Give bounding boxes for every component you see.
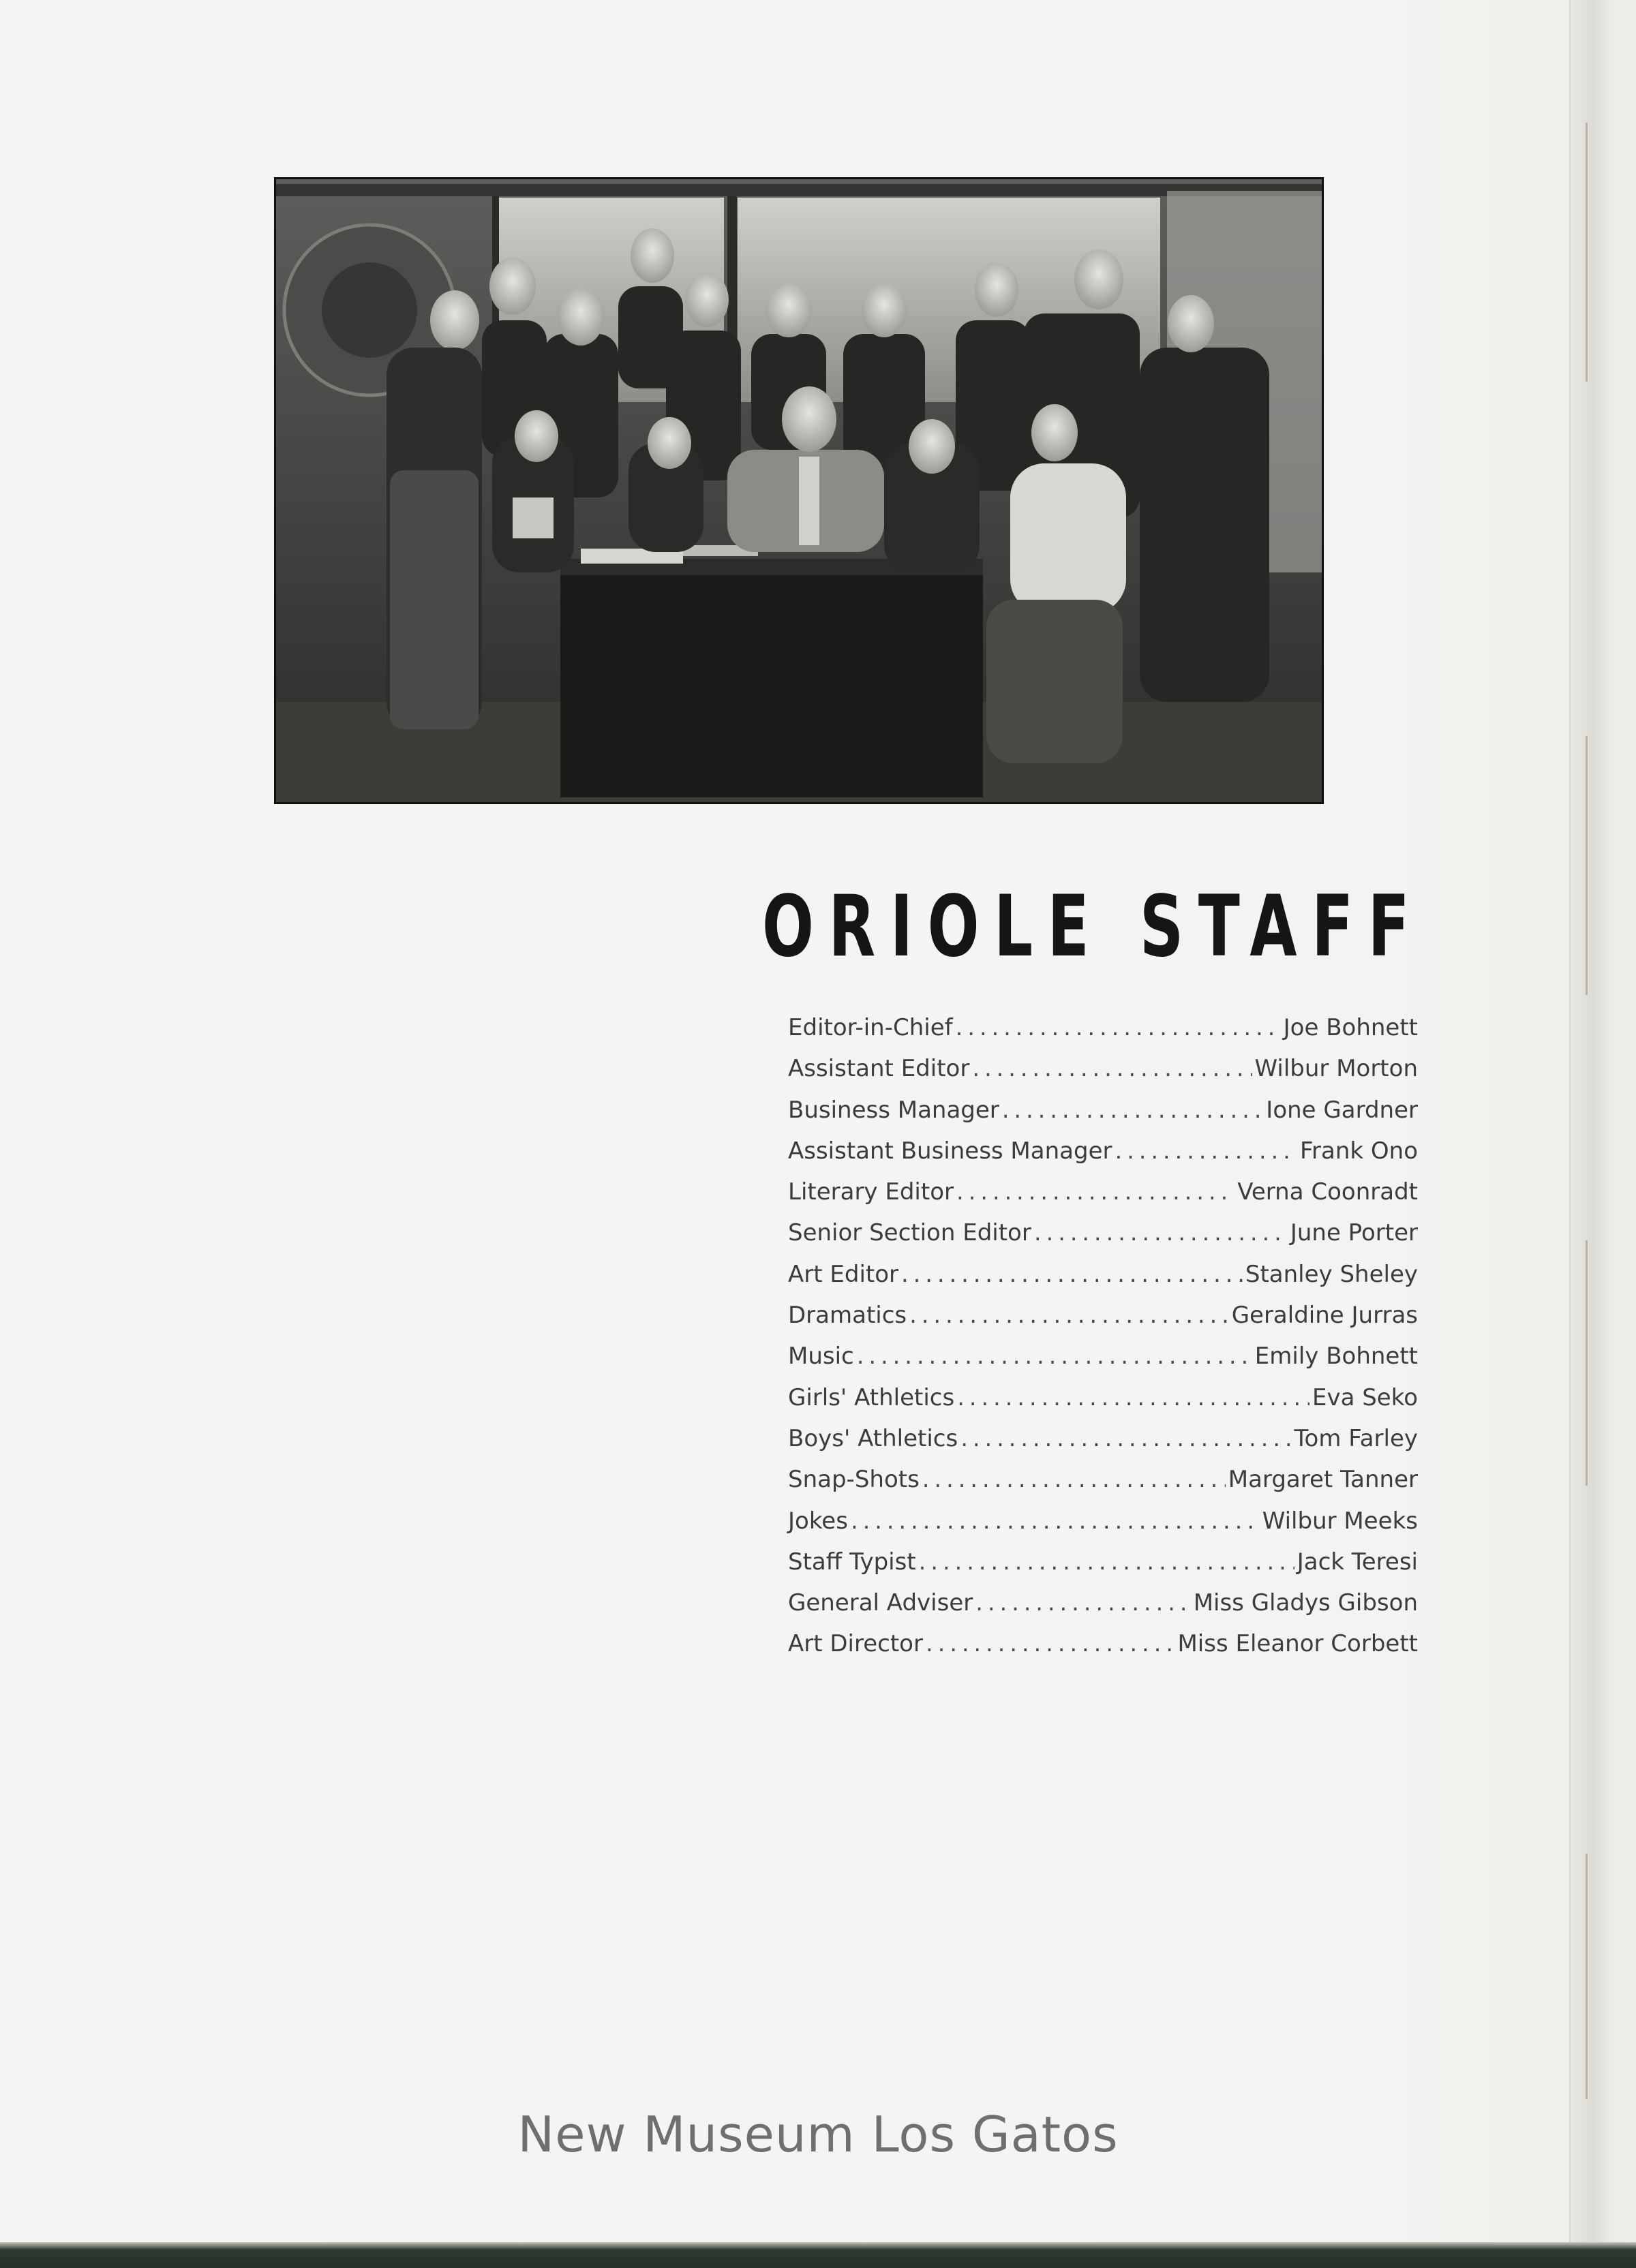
dot-leader bbox=[1034, 1219, 1288, 1246]
staff-name: Geraldine Jurras bbox=[1231, 1302, 1418, 1330]
staff-role: General Adviser bbox=[788, 1589, 973, 1617]
staff-role: Assistant Business Manager bbox=[788, 1137, 1112, 1165]
staff-name: Wilbur Meeks bbox=[1262, 1507, 1418, 1535]
staff-row-jokes bbox=[788, 1507, 1418, 1548]
dot-leader bbox=[909, 1302, 1229, 1329]
staff-role: Girls' Athletics bbox=[788, 1383, 955, 1411]
staff-name: Emily Bohnett bbox=[1254, 1343, 1418, 1370]
staff-row-girls-athletics bbox=[788, 1384, 1418, 1425]
staff-row-business-manager bbox=[788, 1097, 1418, 1137]
group-photo-image bbox=[274, 177, 1324, 804]
staff-row-assistant-business-manager bbox=[788, 1137, 1418, 1178]
staff-row-snap-shots bbox=[788, 1466, 1418, 1507]
binding-gutter bbox=[1569, 0, 1636, 2268]
staff-name: June Porter bbox=[1290, 1219, 1418, 1247]
staff-name: Tom Farley bbox=[1294, 1424, 1418, 1452]
staff-role: Senior Section Editor bbox=[788, 1219, 1031, 1247]
dot-leader bbox=[922, 1466, 1226, 1493]
binding-stitch bbox=[1586, 1240, 1588, 1486]
dot-leader bbox=[926, 1630, 1175, 1657]
dot-leader bbox=[972, 1055, 1252, 1082]
staff-role: Dramatics bbox=[788, 1302, 907, 1330]
staff-row-art-director bbox=[788, 1630, 1418, 1671]
museum-watermark: New Museum Los Gatos bbox=[517, 2106, 1119, 2163]
staff-name: Verna Coonradt bbox=[1237, 1178, 1418, 1206]
dot-leader bbox=[919, 1548, 1294, 1576]
binding-stitch bbox=[1586, 123, 1588, 382]
staff-row-senior-section-editor bbox=[788, 1219, 1418, 1260]
staff-row-dramatics bbox=[788, 1302, 1418, 1343]
dot-leader bbox=[851, 1507, 1260, 1535]
staff-row-general-adviser bbox=[788, 1589, 1418, 1630]
staff-name: Stanley Sheley bbox=[1245, 1260, 1418, 1288]
dot-leader bbox=[957, 1384, 1309, 1411]
staff-role: Art Editor bbox=[788, 1260, 898, 1288]
staff-role: Editor-in-Chief bbox=[788, 1014, 953, 1041]
dot-leader bbox=[1002, 1097, 1264, 1124]
staff-role: Staff Typist bbox=[788, 1548, 916, 1576]
book-cover-edge bbox=[0, 2242, 1636, 2268]
staff-role: Business Manager bbox=[788, 1096, 999, 1124]
staff-role: Snap-Shots bbox=[788, 1466, 920, 1494]
staff-row-staff-typist bbox=[788, 1548, 1418, 1589]
staff-name: Miss Eleanor Corbett bbox=[1177, 1630, 1418, 1658]
dot-leader bbox=[1115, 1137, 1297, 1165]
staff-name: Miss Gladys Gibson bbox=[1193, 1589, 1418, 1617]
dot-leader bbox=[901, 1261, 1243, 1288]
staff-name: Wilbur Morton bbox=[1254, 1055, 1418, 1083]
staff-row-boys-athletics bbox=[788, 1425, 1418, 1466]
staff-role: Art Director bbox=[788, 1630, 923, 1658]
dot-leader bbox=[857, 1343, 1252, 1370]
dot-leader bbox=[956, 1014, 1281, 1041]
staff-row-music bbox=[788, 1343, 1418, 1383]
staff-group-photo bbox=[274, 177, 1324, 804]
binding-stitch bbox=[1586, 736, 1588, 995]
dot-leader bbox=[960, 1425, 1291, 1452]
staff-name: Ione Gardner bbox=[1266, 1096, 1418, 1124]
staff-role: Jokes bbox=[788, 1507, 848, 1535]
staff-name: Joe Bohnett bbox=[1283, 1014, 1418, 1041]
staff-role: Literary Editor bbox=[788, 1178, 954, 1206]
staff-row-art-editor bbox=[788, 1261, 1418, 1302]
staff-role: Music bbox=[788, 1343, 854, 1370]
binding-stitch bbox=[1586, 1854, 1588, 2099]
staff-name: Eva Seko bbox=[1312, 1383, 1418, 1411]
dot-leader bbox=[975, 1589, 1190, 1616]
staff-list bbox=[788, 1014, 1418, 1672]
staff-name: Margaret Tanner bbox=[1228, 1466, 1418, 1494]
staff-name: Jack Teresi bbox=[1297, 1548, 1418, 1576]
dot-leader bbox=[956, 1178, 1234, 1206]
staff-row-editor-in-chief bbox=[788, 1014, 1418, 1055]
staff-row-assistant-editor bbox=[788, 1055, 1418, 1096]
staff-role: Assistant Editor bbox=[788, 1055, 970, 1083]
staff-role: Boys' Athletics bbox=[788, 1424, 958, 1452]
staff-name: Frank Ono bbox=[1299, 1137, 1418, 1165]
staff-row-literary-editor bbox=[788, 1178, 1418, 1219]
page-title: ORIOLE STAFF bbox=[762, 878, 1425, 976]
